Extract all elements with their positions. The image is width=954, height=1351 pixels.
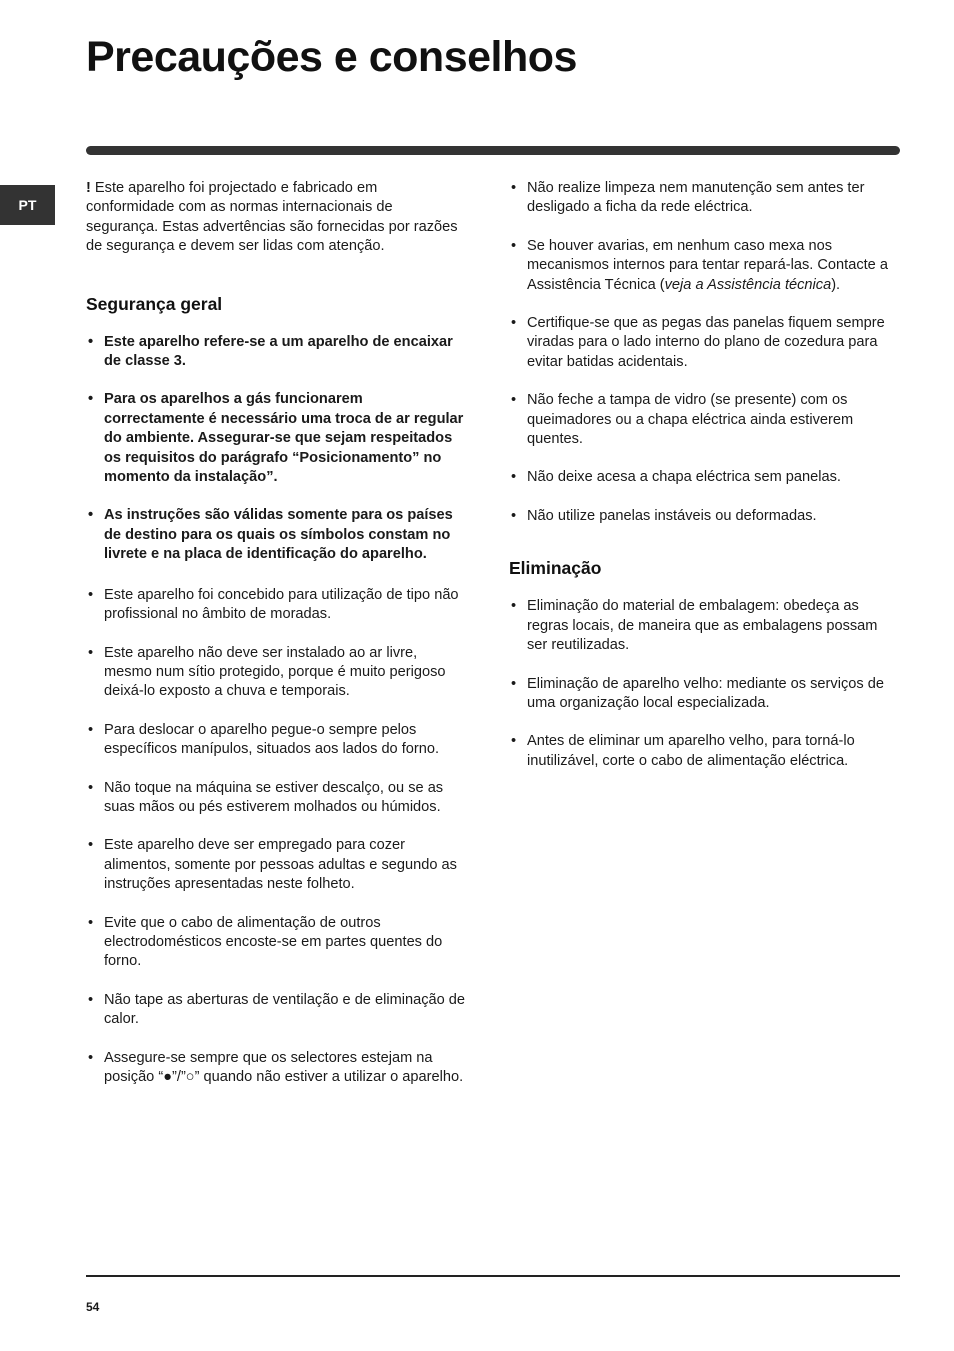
list-item: • Evite que o cabo de alimentação de outros electrodomésticos encoste-se em partes quentes do forno. (86, 914, 466, 972)
list-item: • Não feche a tampa de vidro (se presente) com os queimadores ou a chapa eléctrica ainda estiverem quentes. (509, 391, 899, 449)
precautions-list (509, 179, 899, 526)
intro-paragraph (86, 179, 466, 257)
item-text: Se houver avarias, em nenhum caso mexa nos mecanismos internos para tentar repará-las. Contacte a Assistência Técnica ( (527, 237, 888, 293)
list-item: • Não realize limpeza nem manutenção sem antes ter desligado a ficha da rede eléctrica. (509, 179, 899, 218)
disposal-list (509, 597, 899, 771)
safety-list (86, 333, 466, 1088)
list-item: • Não tape as aberturas de ventilação e de eliminação de calor. (86, 991, 466, 1030)
list-item: • Assegure-se sempre que os selectores estejam na posição “●”/”○” quando não estiver a utilizar o aparelho. (86, 1049, 466, 1088)
footer-divider (86, 1275, 900, 1277)
safety-heading: Segurança geral (86, 293, 223, 314)
page-title: Precauções e conselhos (86, 33, 577, 81)
list-item: • Antes de eliminar um aparelho velho, para torná-lo inutilizável, corte o cabo de alimentação eléctrica. (509, 732, 899, 771)
warning-mark: ! (86, 180, 91, 196)
title-divider (86, 146, 900, 155)
item-text: ). (831, 276, 841, 293)
list-item: • Para deslocar o aparelho pegue-o sempre pelos específicos manípulos, situados aos lados do forno. (86, 721, 466, 760)
left-column (86, 179, 466, 1106)
list-item: • Não toque na máquina se estiver descalço, ou se as suas mãos ou pés estiverem molhados ou húmidos. (86, 779, 466, 818)
list-item: • Para os aparelhos a gás funcionarem correctamente é necessário uma troca de ar regular do ambiente. Assegurar-se que sejam respeitados os requisitos do parágrafo “Posicionamento” no momento da instalação”. (86, 390, 466, 487)
list-item: • Eliminação do material de embalagem: obedeça as regras locais, de maneira que as embalagens possam ser reutilizadas. (509, 597, 899, 655)
list-item: • Este aparelho não deve ser instalado ao ar livre, mesmo num sítio protegido, porque é muito perigoso deixá-lo exposto a chuva e temporais. (86, 644, 466, 702)
list-item: • Não utilize panelas instáveis ou deformadas. (509, 507, 899, 526)
language-tab: PT (0, 185, 55, 225)
list-item: • As instruções são válidas somente para os países de destino para os quais os símbolos constam no livrete e na placa de identificação do aparelho. (86, 506, 466, 564)
list-item (509, 237, 899, 295)
list-item: • Certifique-se que as pegas das panelas fiquem sempre viradas para o lado interno do plano de cozedura para evitar batidas acidentais. (509, 314, 899, 372)
list-item: • Não deixe acesa a chapa eléctrica sem panelas. (509, 468, 899, 487)
intro-text: Este aparelho foi projectado e fabricado em conformidade com as normas internacionais de segurança. Estas advertências são fornecidas por razões de segurança e devem ser lidas com atenção. (86, 180, 458, 255)
cross-reference: veja a Assistência técnica (664, 276, 832, 293)
list-item: • Este aparelho deve ser empregado para cozer alimentos, somente por pessoas adultas e segundo as instruções apresentadas neste folheto. (86, 836, 466, 894)
disposal-heading: Eliminação (509, 558, 602, 579)
page-number: 54 (86, 1300, 100, 1314)
list-item: • Eliminação de aparelho velho: mediante os serviços de uma organização local especializada. (509, 675, 899, 714)
right-column (509, 179, 899, 790)
list-item: • Este aparelho refere-se a um aparelho de encaixar de classe 3. (86, 333, 466, 372)
list-item: • Este aparelho foi concebido para utilização de tipo não profissional no âmbito de moradas. (86, 586, 466, 625)
